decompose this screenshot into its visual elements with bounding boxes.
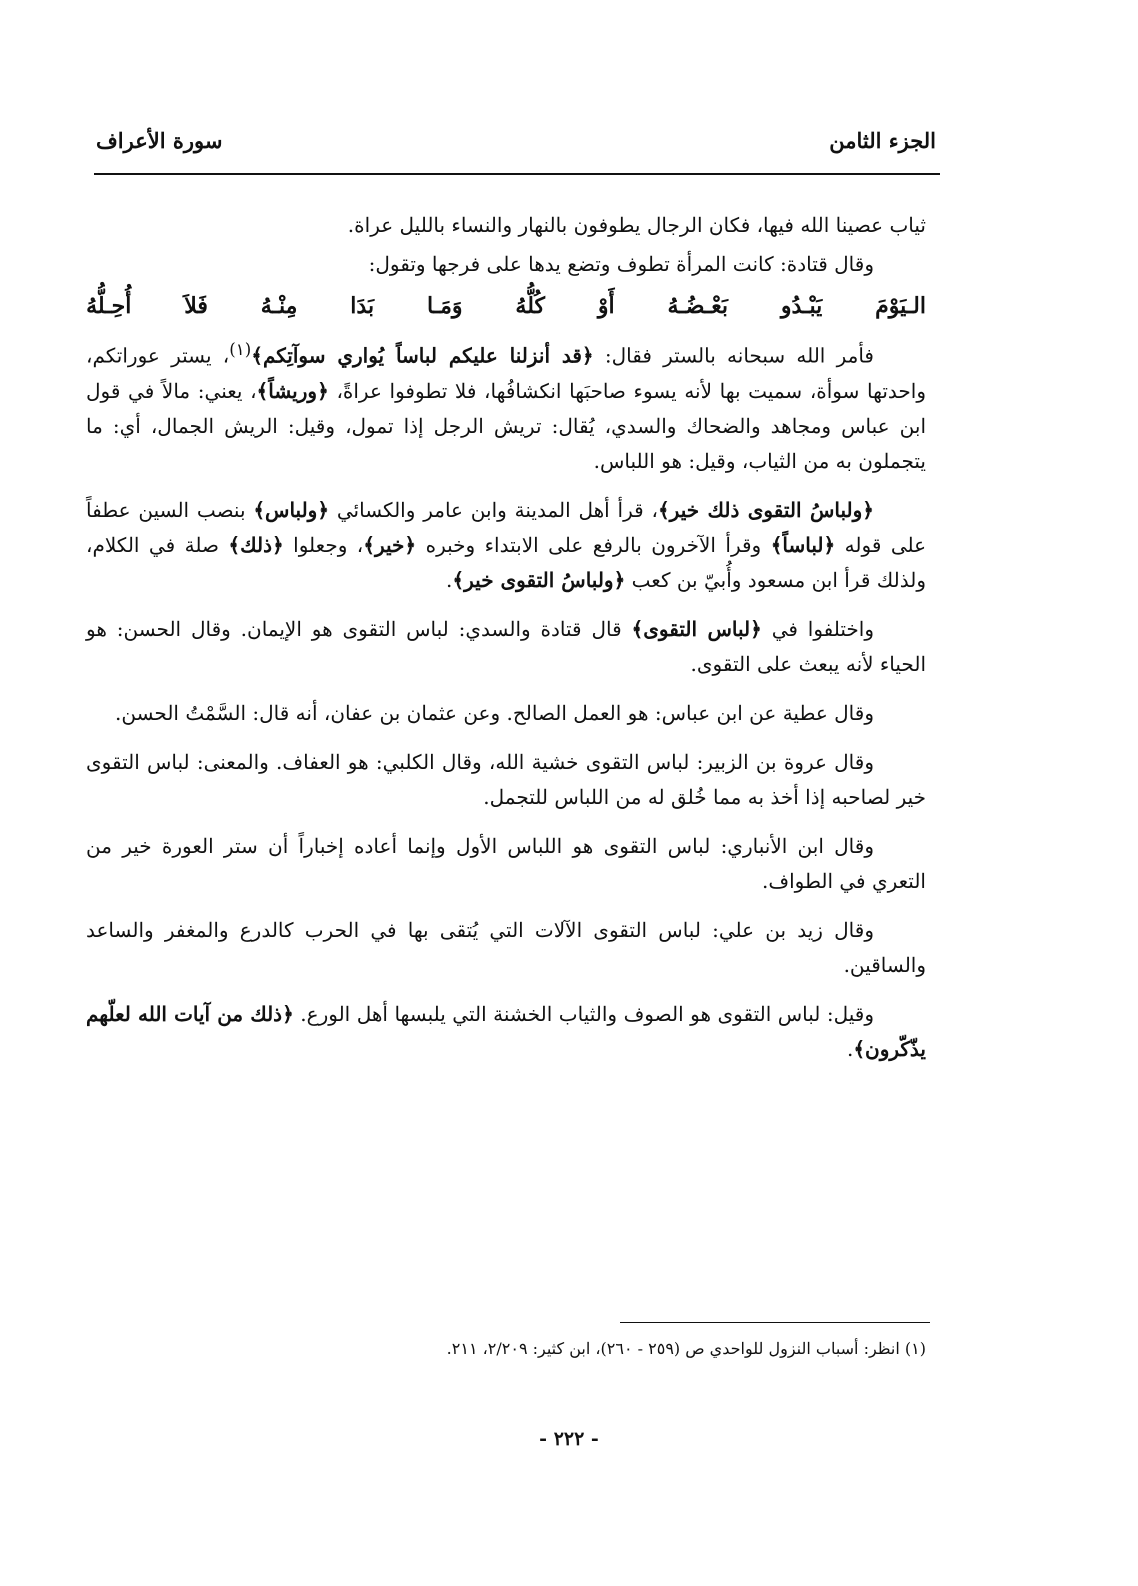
- verse-word: مِنْـهُ: [260, 293, 298, 319]
- verse-word: بَدَا: [350, 293, 375, 319]
- text-run: ، يستر عوراتكم، واحدتها سوأة، سميت بها لأنه يسوء صاحبَها انكشافُها، فلا تطوفوا عراةً،: [86, 343, 926, 403]
- footnote: (١) انظر: أسباب النزول للواحدي ص (٢٥٩ - ٢٦٠)، ابن كثير: ٢/٢٠٩، ٢١١.: [446, 1339, 926, 1358]
- quran-quote: ﴿ولباسُ التقوى ذلك خير﴾: [657, 497, 874, 522]
- text-run: ، يعني: مالاً في قول ابن عباس ومجاهد والضحاك والسدي، يُقال: تريش الرجل إذا تمول، وقيل: الريش الجمال، أي: ما يتجملون به من الثياب، وقيل: هو اللباس.: [86, 378, 926, 473]
- verse-word: فَلاَ: [184, 293, 208, 319]
- text-run: صلة في الكلام، ولذلك قرأ ابن مسعود وأُبيّ بن كعب: [86, 532, 926, 592]
- quran-quote: ﴿ولباسُ التقوى خير﴾: [452, 567, 626, 592]
- text-run: .: [446, 567, 453, 592]
- verse-word: وَمَـا: [426, 293, 463, 319]
- verse-word: بَعْـضُـهُ: [667, 293, 728, 319]
- text-run: وقرأ الآخرون بالرفع على الابتداء وخبره: [425, 532, 762, 557]
- text-run: فأمر الله سبحانه بالستر فقال:: [604, 343, 874, 368]
- verse-word: الـيَوْمَ: [875, 293, 926, 319]
- running-header: [96, 128, 936, 153]
- quran-quote: ﴿ذلك﴾: [228, 532, 284, 557]
- quran-quote: ﴿لباساً﴾: [770, 532, 836, 557]
- text-run: وقيل: لباس التقوى هو الصوف والثياب الخشنة التي يلبسها أهل الورع.: [300, 1001, 875, 1026]
- paragraph-4: [86, 493, 926, 598]
- paragraph-9: وقال زيد بن علي: لباس التقوى الآلات التي يُتقى بها في الحرب كالدرع والمغفر والساعد والساقين.: [86, 917, 926, 977]
- text-run: بنصب السين عطفاً على قوله: [86, 497, 927, 557]
- verse-word: يَبْـدُو: [780, 293, 823, 319]
- header-part-title: الجزء الثامن: [829, 128, 936, 153]
- quran-quote: ﴿وريشاً﴾: [256, 378, 329, 403]
- paragraph-3: [86, 332, 926, 479]
- footnote-divider: [620, 1322, 930, 1323]
- paragraph-8: وقال ابن الأنباري: لباس التقوى هو اللباس الأول وإنما أعاده إخباراً أن ستر العورة خير من التعري في الطواف.: [86, 833, 926, 893]
- quran-quote: ﴿خير﴾: [363, 532, 417, 557]
- page-number: - ٢٢٢ -: [539, 1428, 599, 1450]
- verse-word: أُحِـلُّهُ: [86, 293, 132, 319]
- text-run: ، وجعلوا: [293, 532, 364, 557]
- footnote-ref[interactable]: (١): [229, 340, 252, 359]
- paragraph-10: [86, 997, 926, 1067]
- poetry-verse: [86, 286, 926, 326]
- paragraph-2: وقال قتادة: كانت المرأة تطوف وتضع يدها على فرجها وتقول:: [368, 252, 874, 276]
- main-text: [86, 208, 926, 1081]
- text-run: .: [846, 1036, 854, 1061]
- paragraph-7: وقال عروة بن الزبير: لباس التقوى خشية الله، وقال الكلبي: هو العفاف. والمعنى: لباس التقوى خير لصاحبه إذا أخذ به مما خُلق له من اللباس للتجمل.: [86, 749, 926, 809]
- paragraph-1: ثياب عصينا الله فيها، فكان الرجال يطوفون بالنهار والنساء بالليل عراة.: [347, 213, 926, 237]
- header-divider: [94, 173, 940, 175]
- paragraph-5: [86, 612, 926, 682]
- text-run: قال قتادة والسدي: لباس التقوى هو الإيمان. وقال الحسن: هو الحياء لأنه يبعث على التقوى.: [86, 616, 926, 676]
- verse-word: كُلُّهُ: [515, 293, 545, 319]
- quran-quote: ﴿ولباس﴾: [253, 497, 330, 522]
- quran-quote: ﴿قد أنزلنا عليكم لباساً يُواري سوآتِكم﴾: [251, 343, 594, 368]
- text-run: ، قرأ أهل المدينة وابن عامر والكسائي: [336, 497, 658, 522]
- verse-word: أَوْ: [597, 293, 615, 319]
- paragraph-6: وقال عطية عن ابن عباس: هو العمل الصالح. وعن عثمان بن عفان، أنه قال: السَّمْتُ الحسن.: [114, 700, 874, 725]
- quran-quote: ﴿لباس التقوى﴾: [631, 616, 762, 641]
- text-run: واختلفوا في: [771, 616, 875, 641]
- quran-quote: ﴿ذلك من آيات الله لعلّهم يذّكّرون﴾: [86, 1001, 926, 1061]
- header-surah-title: سورة الأعراف: [96, 128, 223, 153]
